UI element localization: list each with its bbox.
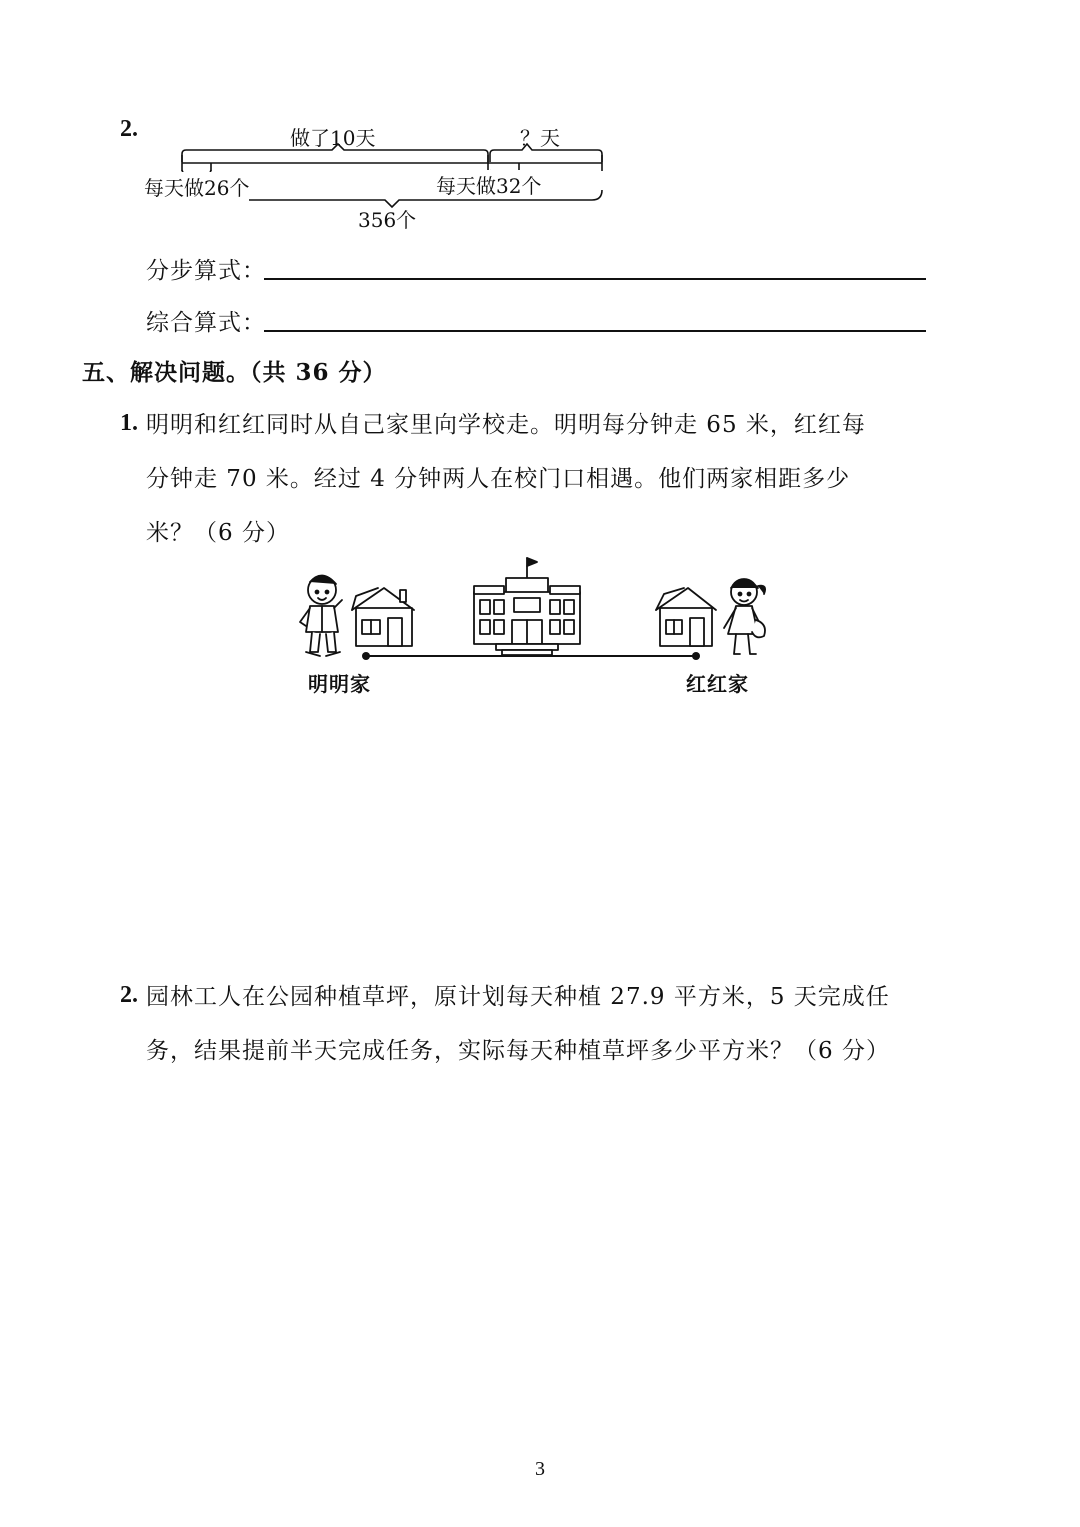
school-icon [474,558,580,655]
question-text-line: 园林工人在公园种植草坪，原计划每天种植 27.9 平方米，5 天完成任 [146,984,890,1010]
question-text-line: 务，结果提前半天完成任务，实际每天种植草坪多少平方米？（6 分） [146,1038,890,1064]
boy-icon [300,575,342,656]
right-home-label: 红红家 [686,672,749,696]
question-text-line: 明明和红红同时从自己家里向学校走。明明每分钟走 65 米，红红每 [146,412,866,438]
page-number: 3 [535,1458,545,1480]
diagram-label-unknown-days: ？天 [520,126,560,150]
diagram-label-daily-26: 每天做26个 [144,172,249,201]
house-icon [656,588,716,646]
step-formula-label: 分步算式： [146,258,266,284]
question-number: 2. [120,982,138,1008]
meeting-illustration-art [0,0,1080,720]
question-text-line: 米？（6 分） [146,520,290,546]
diagram-label-daily-32: 每天做32个 [436,170,541,199]
combined-formula-label: 综合算式： [146,310,266,336]
diagram-label-done-days: 做了10天 [290,126,376,150]
question-text-line: 分钟走 70 米。经过 4 分钟两人在校门口相遇。他们两家相距多少 [146,466,851,492]
question-number: 2. [120,116,138,142]
section-heading: 五、解决问题。（共 36 分） [82,359,387,386]
question-number: 1. [120,410,138,436]
girl-icon [724,579,765,654]
left-home-label: 明明家 [308,672,371,696]
diagram-label-total: 356个 [358,208,417,232]
house-icon [352,588,414,646]
